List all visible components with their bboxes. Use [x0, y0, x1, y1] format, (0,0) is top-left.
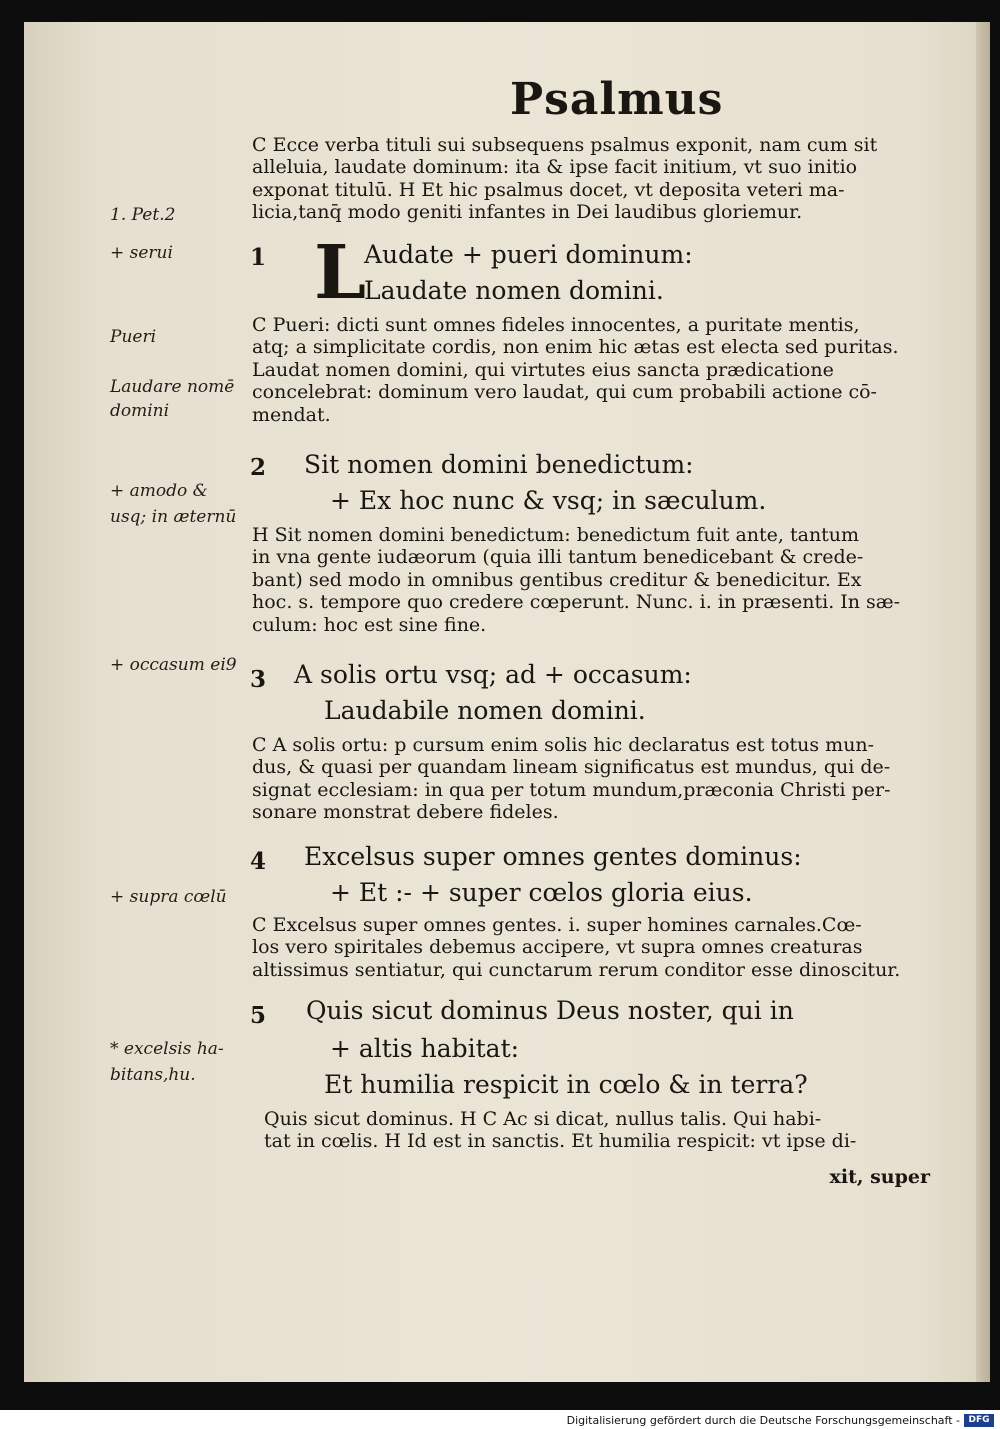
text-line: Laudat nomen domini, qui virtutes eius sancta prædicatione — [252, 358, 834, 381]
text-line: concelebrat: dominum vero laudat, qui cum probabili actione cō- — [252, 381, 877, 404]
verse-line: Et humilia respicit in cœlo & in terra? — [324, 1070, 808, 1099]
verse-line: Laudate nomen domini. — [364, 276, 664, 305]
text-line: signat ecclesiam: in qua per totum mundum,præconia Christi per- — [252, 778, 891, 801]
footer-bar — [0, 1412, 1000, 1429]
text-line: licia,tanq̄ modo geniti infantes in Dei laudibus gloriemur. — [252, 201, 803, 224]
margin-note: domini — [110, 401, 170, 421]
margin-note: bitans,hu. — [110, 1065, 196, 1085]
dfg-logo: DFG — [964, 1414, 994, 1427]
catchword: xit, super — [829, 1166, 930, 1188]
margin-note: * excelsis ha- — [110, 1039, 224, 1059]
text-line: Quis sicut dominus. H C Ac si dicat, nullus talis. Qui habi- — [264, 1108, 822, 1130]
verse-number: 5 — [250, 1002, 267, 1029]
verse-line: Audate + pueri dominum: — [364, 240, 693, 269]
verse-line: + Ex hoc nunc & vsq; in sæculum. — [330, 486, 767, 515]
text-line: C Pueri: dicti sunt omnes fideles innocentes, a puritate mentis, — [252, 314, 860, 336]
commentary-paragraph — [252, 914, 942, 981]
margin-note: 1. Pet.2 — [110, 205, 176, 225]
text-line: C Ecce verba tituli sui subsequens psalmus exponit, nam cum sit — [252, 134, 878, 156]
page-spine-shadow — [976, 22, 990, 1382]
commentary-paragraph — [252, 524, 942, 636]
commentary-paragraph — [264, 1108, 944, 1153]
text-line: alleluia, laudate dominum: ita & ipse facit initium, vt suo initio — [252, 156, 858, 179]
intro-paragraph — [252, 134, 942, 224]
text-line: C A solis ortu: p cursum enim solis hic declaratus est totus mun- — [252, 734, 875, 756]
margin-note: + serui — [110, 243, 173, 263]
text-line: mendat. — [252, 403, 331, 426]
text-line: atq; a simplicitate cordis, non enim hic ætas est electa sed puritas. — [252, 336, 899, 359]
verse-line: Excelsus super omnes gentes dominus: — [304, 842, 802, 871]
verse-line: Laudabile nomen domini. — [324, 696, 646, 725]
footer-credit: Digitalisierung gefördert durch die Deutsche Forschungsgemeinschaft - — [566, 1414, 960, 1427]
verse-number: 1 — [250, 244, 267, 271]
margin-note: + amodo & — [110, 481, 208, 501]
text-line: altissimus sentiatur, qui cunctarum rerum conditor esse dinoscitur. — [252, 958, 901, 981]
text-line: los vero spiritales debemus accipere, vt supra omnes creaturas — [252, 936, 863, 959]
verse-line: + Et :- + super cœlos gloria eius. — [330, 878, 753, 907]
text-line: H Sit nomen domini benedictum: benedictum fuit ante, tantum — [252, 524, 860, 546]
margin-note: Pueri — [110, 327, 157, 347]
verse-line: A solis ortu vsq; ad + occasum: — [294, 660, 692, 689]
book-page — [24, 22, 990, 1382]
text-line: tat in cœlis. H Id est in sanctis. Et humilia respicit: vt ipse di- — [264, 1130, 857, 1153]
text-line: bant) sed modo in omnibus gentibus creditur & benedicitur. Ex — [252, 568, 862, 591]
verse-number: 4 — [250, 848, 267, 875]
margin-note: + occasum ei9 — [110, 655, 237, 675]
margin-note: usq; in æternū — [110, 507, 237, 527]
commentary-paragraph — [252, 314, 942, 426]
margin-note: + supra cœlū — [110, 887, 227, 907]
commentary-paragraph — [252, 734, 942, 824]
drop-cap: L — [314, 230, 367, 316]
verse-line: Sit nomen domini benedictum: — [304, 450, 694, 479]
text-line: dus, & quasi per quandam lineam significatus est mundus, qui de- — [252, 756, 891, 779]
verse-line: Quis sicut dominus Deus noster, qui in — [306, 996, 794, 1025]
text-line: hoc. s. tempore quo credere cœperunt. Nunc. i. in præsenti. In sæ- — [252, 591, 901, 614]
verse-line: + altis habitat: — [330, 1034, 520, 1063]
text-line: culum: hoc est sine fine. — [252, 613, 487, 636]
verse-number: 2 — [250, 454, 267, 481]
text-line: C Excelsus super omnes gentes. i. super homines carnales.Cœ- — [252, 914, 862, 936]
verse-number: 3 — [250, 666, 267, 693]
margin-note: Laudare nomē — [110, 377, 235, 397]
text-line: exponat titulū. H Et hic psalmus docet, vt deposita veteri ma- — [252, 178, 845, 201]
text-line: sonare monstrat debere fideles. — [252, 801, 559, 824]
page-heading: Psalmus — [510, 74, 724, 125]
text-line: in vna gente iudæorum (quia illi tantum benedicebant & crede- — [252, 546, 864, 569]
